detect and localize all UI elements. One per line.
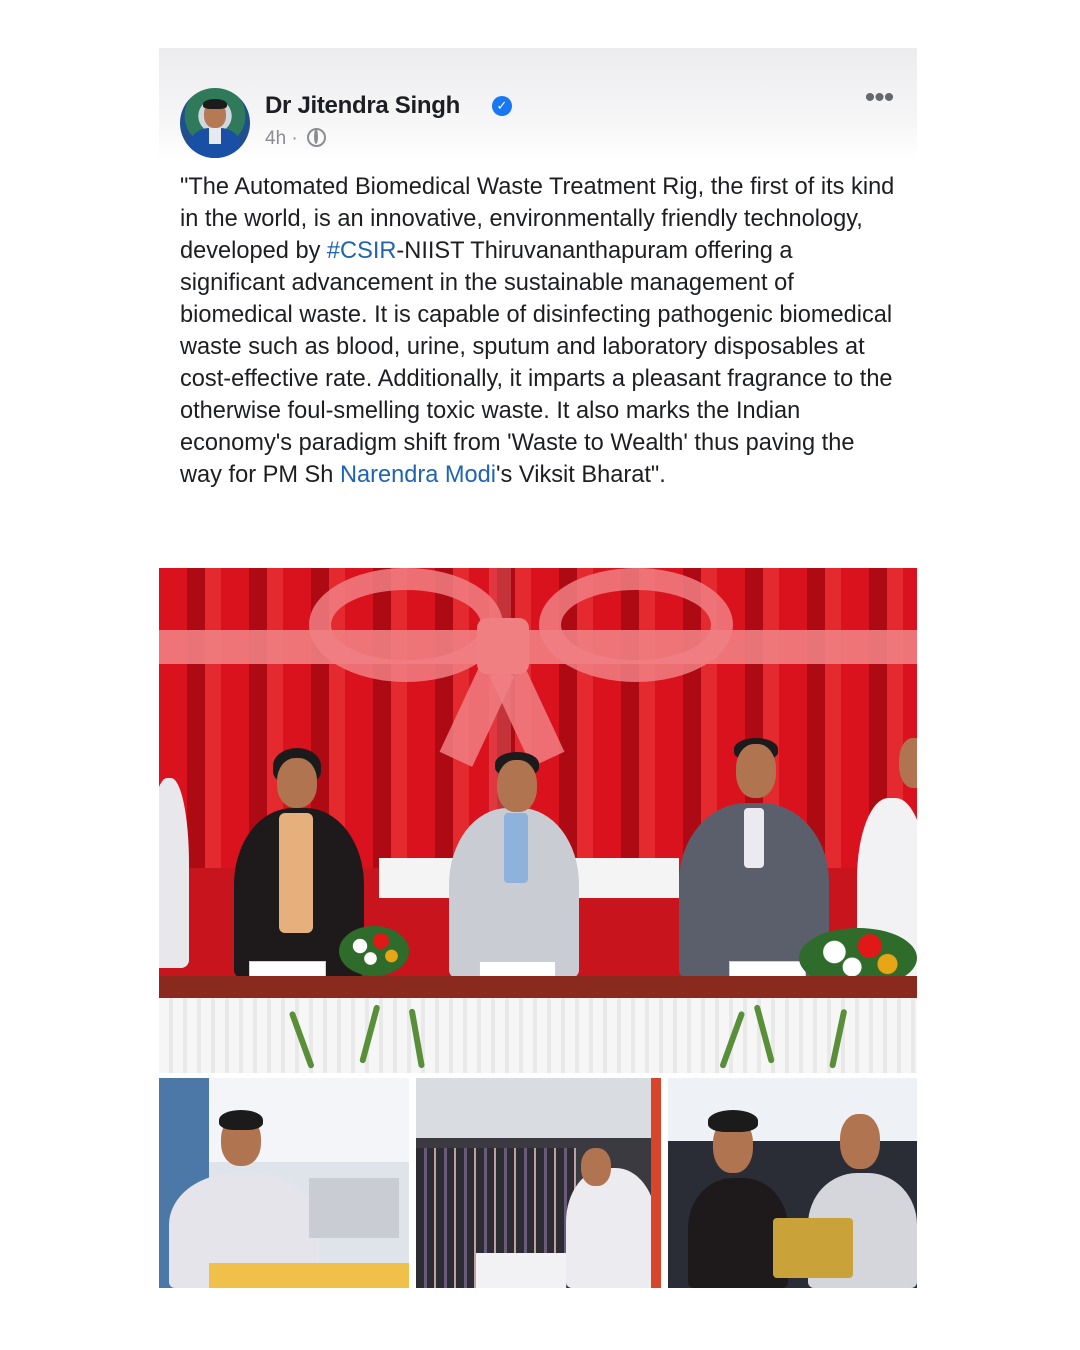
post-text-segment: 's Viksit Bharat".: [496, 462, 666, 488]
verified-badge-icon: ✓: [492, 96, 512, 116]
post-meta: [265, 128, 326, 150]
hashtag-link-csir[interactable]: #CSIR: [326, 238, 397, 264]
globe-icon: [307, 128, 326, 147]
meta-separator: ·: [291, 128, 298, 149]
post-photo-thumbnail-3[interactable]: [668, 1078, 917, 1288]
ribbon-decoration: [159, 630, 917, 664]
stage-table: [159, 976, 917, 998]
mention-link-narendra-modi[interactable]: Narendra Modi: [339, 462, 497, 488]
more-options-button[interactable]: •••: [864, 81, 894, 114]
author-avatar[interactable]: [180, 88, 250, 158]
author-name[interactable]: Dr Jitendra Singh: [265, 92, 460, 119]
post-time[interactable]: 4h: [265, 128, 287, 149]
post-text: [180, 171, 902, 491]
flower-bouquet: [339, 926, 409, 976]
facebook-post-card: [159, 48, 917, 1290]
post-photo-thumbnail-2[interactable]: [416, 1078, 661, 1288]
post-header: [159, 48, 917, 168]
post-text-segment: -NIIST Thiruvananthapuram offering a significant advancement in the sustainable management of biomedical waste. It is capable of disinfecting pathogenic biomedical waste such as blood, urine, sputum and laboratory disposables at cost-effective rate. Additionally, it imparts a pleasant fragrance to the otherwise foul-smelling toxic waste. It also marks the Indian economy's paradigm shift from 'Waste to Wealth' thus paving the way for PM Sh: [180, 238, 893, 488]
table-cloth: [159, 998, 917, 1073]
post-text-segment: "The Automated Biomedical Waste Treatment Rig, the first of its kind in the world, is an innovative, environmentally friendly technology, developed by: [180, 174, 895, 264]
post-photo-main[interactable]: [159, 568, 917, 1073]
post-photo-thumbnail-1[interactable]: [159, 1078, 409, 1288]
